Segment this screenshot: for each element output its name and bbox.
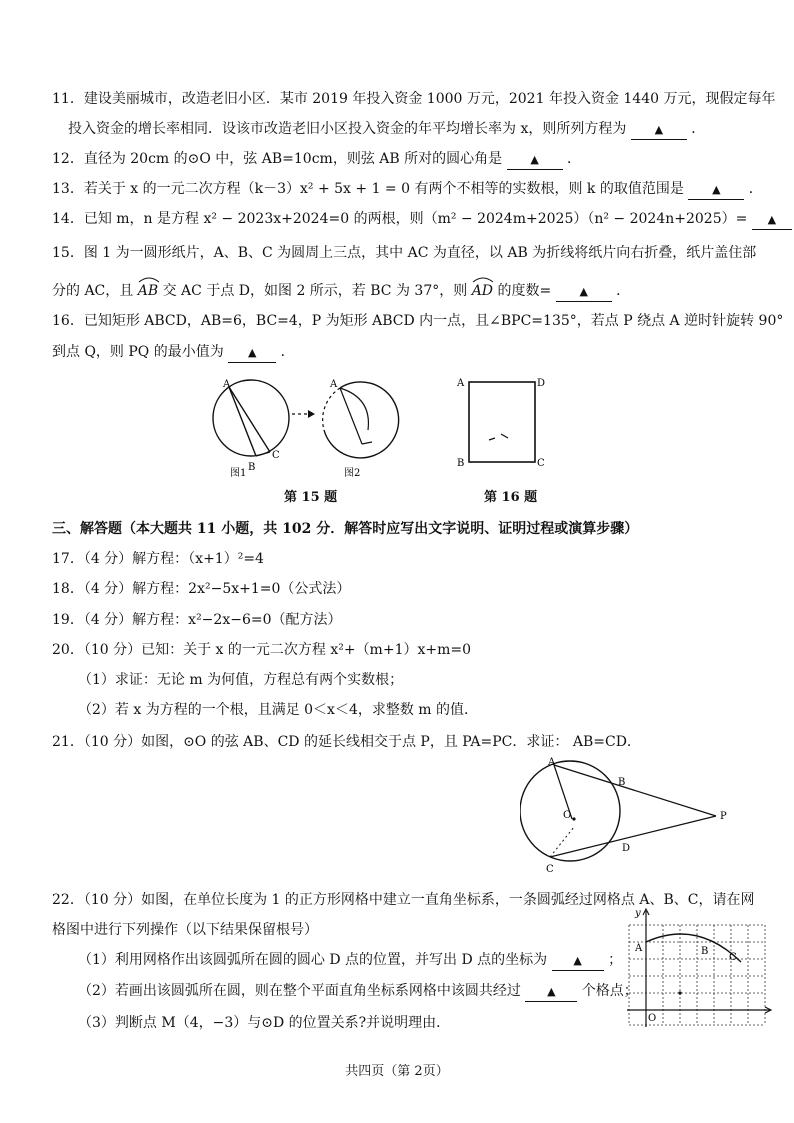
circular-arc [646,934,741,962]
q19-line: 19．（4 分）解方程：x²−2x−6=0（配方法） [52,612,342,628]
q22-answer-blank-2[interactable] [525,982,577,1002]
point-d-label: D [622,843,631,854]
q22-line2: 格图中进行下列操作（以下结果保留根号） [52,922,318,938]
q15-line2: 分的 AC，且 AB 交 AC 于点 D，如图 2 所示，若 BC 为 37°，则 AD 的度数= ▲ ． [52,282,630,302]
q18-line: 18．（4 分）解方程：2x²−5x+1=0（公式法） [52,581,351,597]
figure-15 [212,370,402,480]
answer-mark-icon: ▲ [654,123,664,136]
point-c-label: C [272,450,280,461]
q20-line1: 20．（10 分）已知：关于 x 的一元二次方程 x²+（m+1）x+m=0 [52,642,472,658]
q15-answer-blank[interactable] [556,282,612,302]
q11-line1: 11．建设美丽城市，改造老旧小区．某市 2019 年投入资金 1000 万元，2021 年投入资金 1440 万元，现假定每年 [52,91,776,107]
q17-line: 17．（4 分）解方程：（x+1）²=4 [52,551,264,567]
q14-text: 14．已知 m，n 是方程 x² − 2023x+2024=0 的两根，则（m² − 2024m+2025）（n² − 2024n+2025）= [52,211,748,227]
answer-mark-icon: ▲ [573,954,582,967]
arc-ad: AD [472,282,493,300]
answer-mark-icon: ▲ [579,285,588,298]
figure-22-grid [615,905,775,1035]
point-d-label: D [537,378,546,389]
q22-line1: 22．（10 分）如图，在单位长度为 1 的正方形网格中建立一直角坐标系，一条圆弧经过网格点 A、B、C，请在网 [52,892,755,908]
page-footer: 共四页（第 2页） [345,1064,449,1079]
point-b-label: B [618,777,626,788]
q13-text: 13．若关于 x 的一元二次方程（k－3）x² + 5x + 1 = 0 有两个不相等的实数根，则 k 的取值范围是 [52,181,684,197]
arrow-head-icon [308,410,315,418]
q14-answer-blank[interactable] [752,210,792,230]
point-a-label: A [548,757,556,768]
point-b-label: B [457,458,465,469]
q22-answer-blank-1[interactable] [552,951,604,971]
q11-answer-blank[interactable] [631,120,687,140]
arc-mark-icon [472,275,494,283]
point-c-label: C [546,864,554,875]
figure-16 [455,374,565,474]
point-c-label: C [729,952,737,963]
q16-line1: 16．已知矩形 ABCD，AB=6，BC=4，P 为矩形 ABCD 内一点，且∠BPC=135°，若点 P 绕点 A 逆时针旋转 90° [52,313,784,329]
origin-label: O [648,1013,657,1024]
figure-15-caption: 第 15 题 [284,490,338,505]
point-b-label: B [701,946,709,957]
q21-line: 21．（10 分）如图，⊙O 的弦 AB、CD 的延长线相交于点 P，且 PA=PC．求证： AB=CD． [52,734,641,750]
answer-mark-icon: ▲ [547,985,556,998]
point-c-label: C [537,458,545,469]
q11-line2: 投入资金的增长率相同．设该市改造老旧小区投入资金的年平均增长率为 x，则所列方程为 ▲ ． [68,120,705,140]
arc-mark-icon [138,275,160,283]
point-a-label: A [635,943,643,954]
q22-line5: （3）判断点 M（4，−3）与⊙D 的位置关系?并说明理由． [78,1015,451,1031]
answer-mark-icon: ▲ [530,153,539,166]
q16-line2: 到点 Q，则 PQ 的最小值为 ▲ ． [52,343,295,363]
figure-16-caption: 第 16 题 [484,490,538,505]
figure-1-label: 图1 [230,468,247,479]
figure-2-label: 图2 [344,468,361,479]
point-b-label: B [248,462,256,473]
point-p-label: P [720,811,727,822]
q22-line3: （1）利用网格作出该圆弧所在圆的圆心 D 点的位置，并写出 D 点的坐标为 ▲ ； [78,951,622,971]
answer-mark-icon: ▲ [767,213,777,226]
y-axis-label: y [635,908,641,919]
q11-text: 投入资金的增长率相同．设该市改造老旧小区投入资金的年平均增长率为 x，则所列方程为 [68,121,627,137]
q13-line: 13．若关于 x 的一元二次方程（k－3）x² + 5x + 1 = 0 有两个不相等的实数根，则 k 的取值范围是 ▲ ． [52,180,763,200]
q22-line4: （2）若画出该圆弧所在圆，则在整个平面直角坐标系网格中该圆共经过 ▲ 个格点； [78,982,638,1002]
q12-text: 12．直径为 20cm 的⊙O 中，弦 AB=10cm，则弦 AB 所对的圆心角是 [52,151,503,167]
section-3-heading: 三、解答题（本大题共 11 小题，共 102 分．解答时应写出文字说明、证明过程或演算步骤） [52,521,639,537]
answer-mark-icon: ▲ [712,183,721,196]
q14-line [52,210,792,230]
q20-line2: （1）求证：无论 m 为何值，方程总有两个实数根； [78,672,404,688]
q13-answer-blank[interactable] [688,180,744,200]
q16-answer-blank[interactable] [228,343,276,363]
q12-answer-blank[interactable] [507,150,563,170]
point-a-label: A [223,379,231,390]
q12-line: 12．直径为 20cm 的⊙O 中，弦 AB=10cm，则弦 AB 所对的圆心角是 ▲ ． [52,150,581,170]
figure-21 [520,755,760,880]
arc-ab: AB [138,282,158,300]
answer-mark-icon: ▲ [247,346,257,359]
point-o-label: O [563,810,572,821]
q15-line1: 15．图 1 为一圆形纸片，A、B、C 为圆周上三点，其中 AC 为直径，以 AB 为折线将纸片向右折叠，纸片盖住部 [52,245,757,261]
point-a-label: A [457,378,465,389]
point-a-label: A [330,379,338,390]
q20-line3: （2）若 x 为方程的一个根，且满足 0＜x＜4，求整数 m 的值． [78,702,479,718]
